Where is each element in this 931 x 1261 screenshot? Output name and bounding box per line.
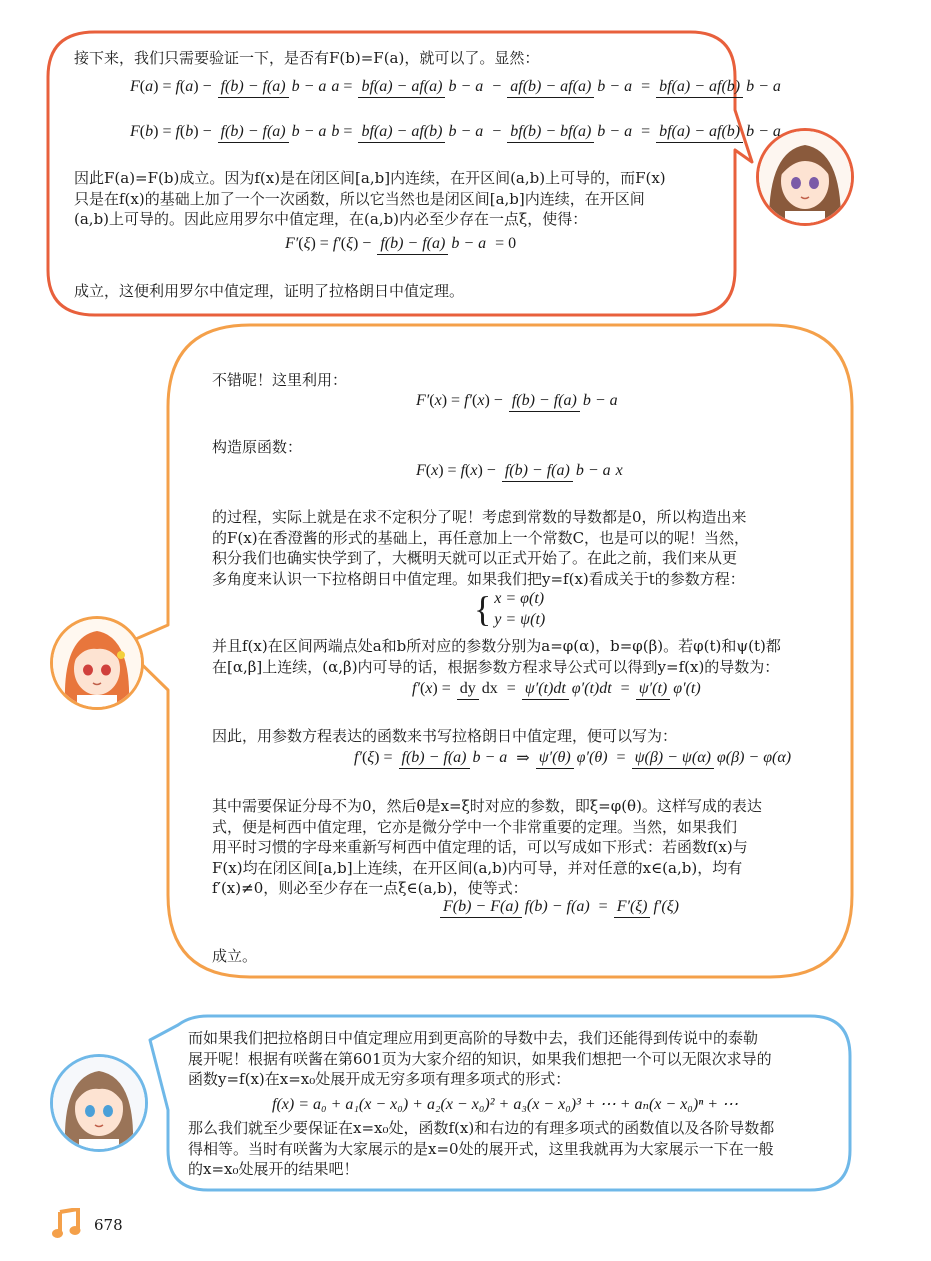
bubble-2-line-10: 其中需要保证分母不为0，然后θ是x=ξ时对应的参数，即ξ=φ(θ)。这样写成的表达 <box>212 797 762 815</box>
music-note-icon <box>52 1208 82 1240</box>
bubble-3-line-2: 展开呢！根据有咲酱在第601页为大家介绍的知识，如果我们想把一个可以无限次求导的 <box>188 1049 772 1068</box>
character-1-portrait-icon <box>759 131 851 223</box>
bubble-3-paragraph-1 <box>188 1028 772 1090</box>
bubble-2-line-11: 式，便是柯西中值定理，它亦是微分学中一个非常重要的定理。当然，如果我们 <box>212 817 738 836</box>
bubble-3-line-1: 而如果我们把拉格朗日中值定理应用到更高阶的导数中去，我们还能得到传说中的泰勒 <box>188 1029 759 1047</box>
param-eq-x: x = φ(t) <box>494 590 545 607</box>
bubble-2-equation-4: f′ ( x ) = dy dx = ψ′(t)dt φ′(t)dt = ψ′(t) φ′(t) <box>412 678 706 700</box>
bubble-1-line-2: 因此F(a)=F(b)成立。因为f(x)是在闭区间[a,b]内连续，在开区间(a,b)上可导的，而F(x) <box>74 169 666 187</box>
bubble-3-equation-1: f(x) = a₀ + a₁(x − x₀) + a₂(x − x₀)² + a₃(x − x₀)³ + ⋯ + aₙ(x − x₀)ⁿ + ⋯ <box>272 1096 739 1113</box>
bubble-3-paragraph-2 <box>188 1118 774 1180</box>
bubble-2-line-3: 的过程，实际上就是在求不定积分了呢！考虑到常数的导数都是0，所以构造出来 <box>212 508 747 526</box>
bubble-3-line-4: 那么我们就至少要保证在x=x₀处，函数f(x)和右边的有理多项式的函数值以及各阶导数都 <box>188 1119 775 1137</box>
bubble-2-paragraph-3 <box>212 796 762 899</box>
bubble-2-line-14: f′(x)≠0，则必至少存在一点ξ∈(a,b)，使等式： <box>212 879 528 897</box>
bubble-3-line-3: 函数y=f(x)在x=x₀处展开成无穷多项有理多项式的形式： <box>188 1070 571 1088</box>
bubble-1-line-3: 只是在f(x)的基础上加了一个一次函数，所以它当然也是闭区间[a,b]内连续，在开区间 <box>74 189 645 208</box>
bubble-2-equation-6: F(b) − F(a) f(b) − f(a) = F′(ξ) f′(ξ) <box>438 896 684 918</box>
bubble-1-line-4: (a,b)上可导的。因此应用罗尔中值定理，在(a,b)内必至少存在一点ξ，使得： <box>74 210 588 228</box>
bubble-2-paragraph-1 <box>212 507 749 589</box>
bubble-2-paragraph-2 <box>212 636 781 677</box>
bubble-2-line-6: 多角度来认识一下拉格朗日中值定理。如果我们把y=f(x)看成关于t的参数方程： <box>212 569 745 588</box>
bubble-2-line-2: 构造原函数： <box>212 438 303 456</box>
character-2-portrait-icon <box>53 619 141 707</box>
avatar-character-2 <box>50 616 144 710</box>
param-eq-y: y = ψ(t) <box>494 611 546 628</box>
bubble-2-line-7: 并且f(x)在区间两端点处a和b所对应的参数分别为a=φ(α)，b=φ(β)。若φ(t)和ψ(t)都 <box>212 637 781 655</box>
bubble-1-line-5: 成立，这便利用罗尔中值定理，证明了拉格朗日中值定理。 <box>74 282 465 300</box>
bubble-2-equation-5: f′ ( ξ ) = f(b) − f(a) b − a ⇒ ψ′(θ) φ′(θ) = ψ(β) − ψ(α) φ(β) − φ(α) <box>354 749 792 767</box>
bubble-2-line-13: F(x)均在闭区间[a,b]上连续，在开区间(a,b)内可导，并对任意的x∈(a,b)，均有 <box>212 858 743 877</box>
avatar-character-3 <box>50 1054 148 1152</box>
bubble-2-equation-2: F ( x ) = f ( x ) − f(b) − f(a) b − a x <box>416 460 623 482</box>
bubble-1-equation-2: F ( b ) = f ( b ) − f(b) − f(a) b − a b = bf(a) − af(b) b − a − bf(b) − bf(a) b − a = bf(a) − af(b) b − a <box>130 121 786 143</box>
bubble-1-equation-1: F ( a ) = f ( a ) − f(b) − f(a) b − a a = bf(a) − af(a) b − a − af(b) − af(a) b − a = bf(a) − af(b) b − a <box>130 76 786 98</box>
bubble-1-line-1: 接下来，我们只需要验证一下，是否有F(b)=F(a)，就可以了。显然： <box>74 49 540 67</box>
bubble-2-line-15: 成立。 <box>212 947 258 965</box>
bubble-2-line-12: 用平时习惯的字母来重新写柯西中值定理的话，可以写成如下形式：若函数f(x)与 <box>212 838 748 856</box>
bubble-3-line-5: 得相等。当时有咲酱为大家展示的是x=0处的展开式，这里我就再为大家展示一下在一般 <box>188 1139 774 1158</box>
bubble-2-equation-1: F′ ( x ) = f′ ( x ) − f(b) − f(a) b − a <box>416 390 623 412</box>
page-number: 678 <box>94 1216 123 1234</box>
character-3-portrait-icon <box>53 1057 145 1149</box>
bubble-2-line-8: 在[α,β]上连续，(α,β)内可导的话，根据参数方程求导公式可以得到y=f(x)的导数为： <box>212 657 780 676</box>
bubble-2-line-5: 积分我们也确实快学到了，大概明天就可以正式开始了。在此之前，我们来从更 <box>212 549 738 567</box>
bubble-2-equation-3: { x = φ(t) y = ψ(t) <box>474 589 546 629</box>
bubble-1-paragraph <box>74 168 666 230</box>
bubble-2-line-1: 不错呢！这里利用： <box>212 371 348 389</box>
bubble-1-equation-3: F′ ( ξ ) = f′ ( ξ ) − f(b) − f(a) b − a = 0 <box>285 233 516 255</box>
bubble-2-line-4: 的F(x)在香澄酱的形式的基础上，再任意加上一个常数C，也是可以的呢！当然， <box>212 528 750 547</box>
bubble-2-line-9: 因此，用参数方程表达的函数来书写拉格朗日中值定理，便可以写为： <box>212 727 678 745</box>
bubble-3-line-6: 的x=x₀处展开的结果吧！ <box>188 1160 359 1178</box>
